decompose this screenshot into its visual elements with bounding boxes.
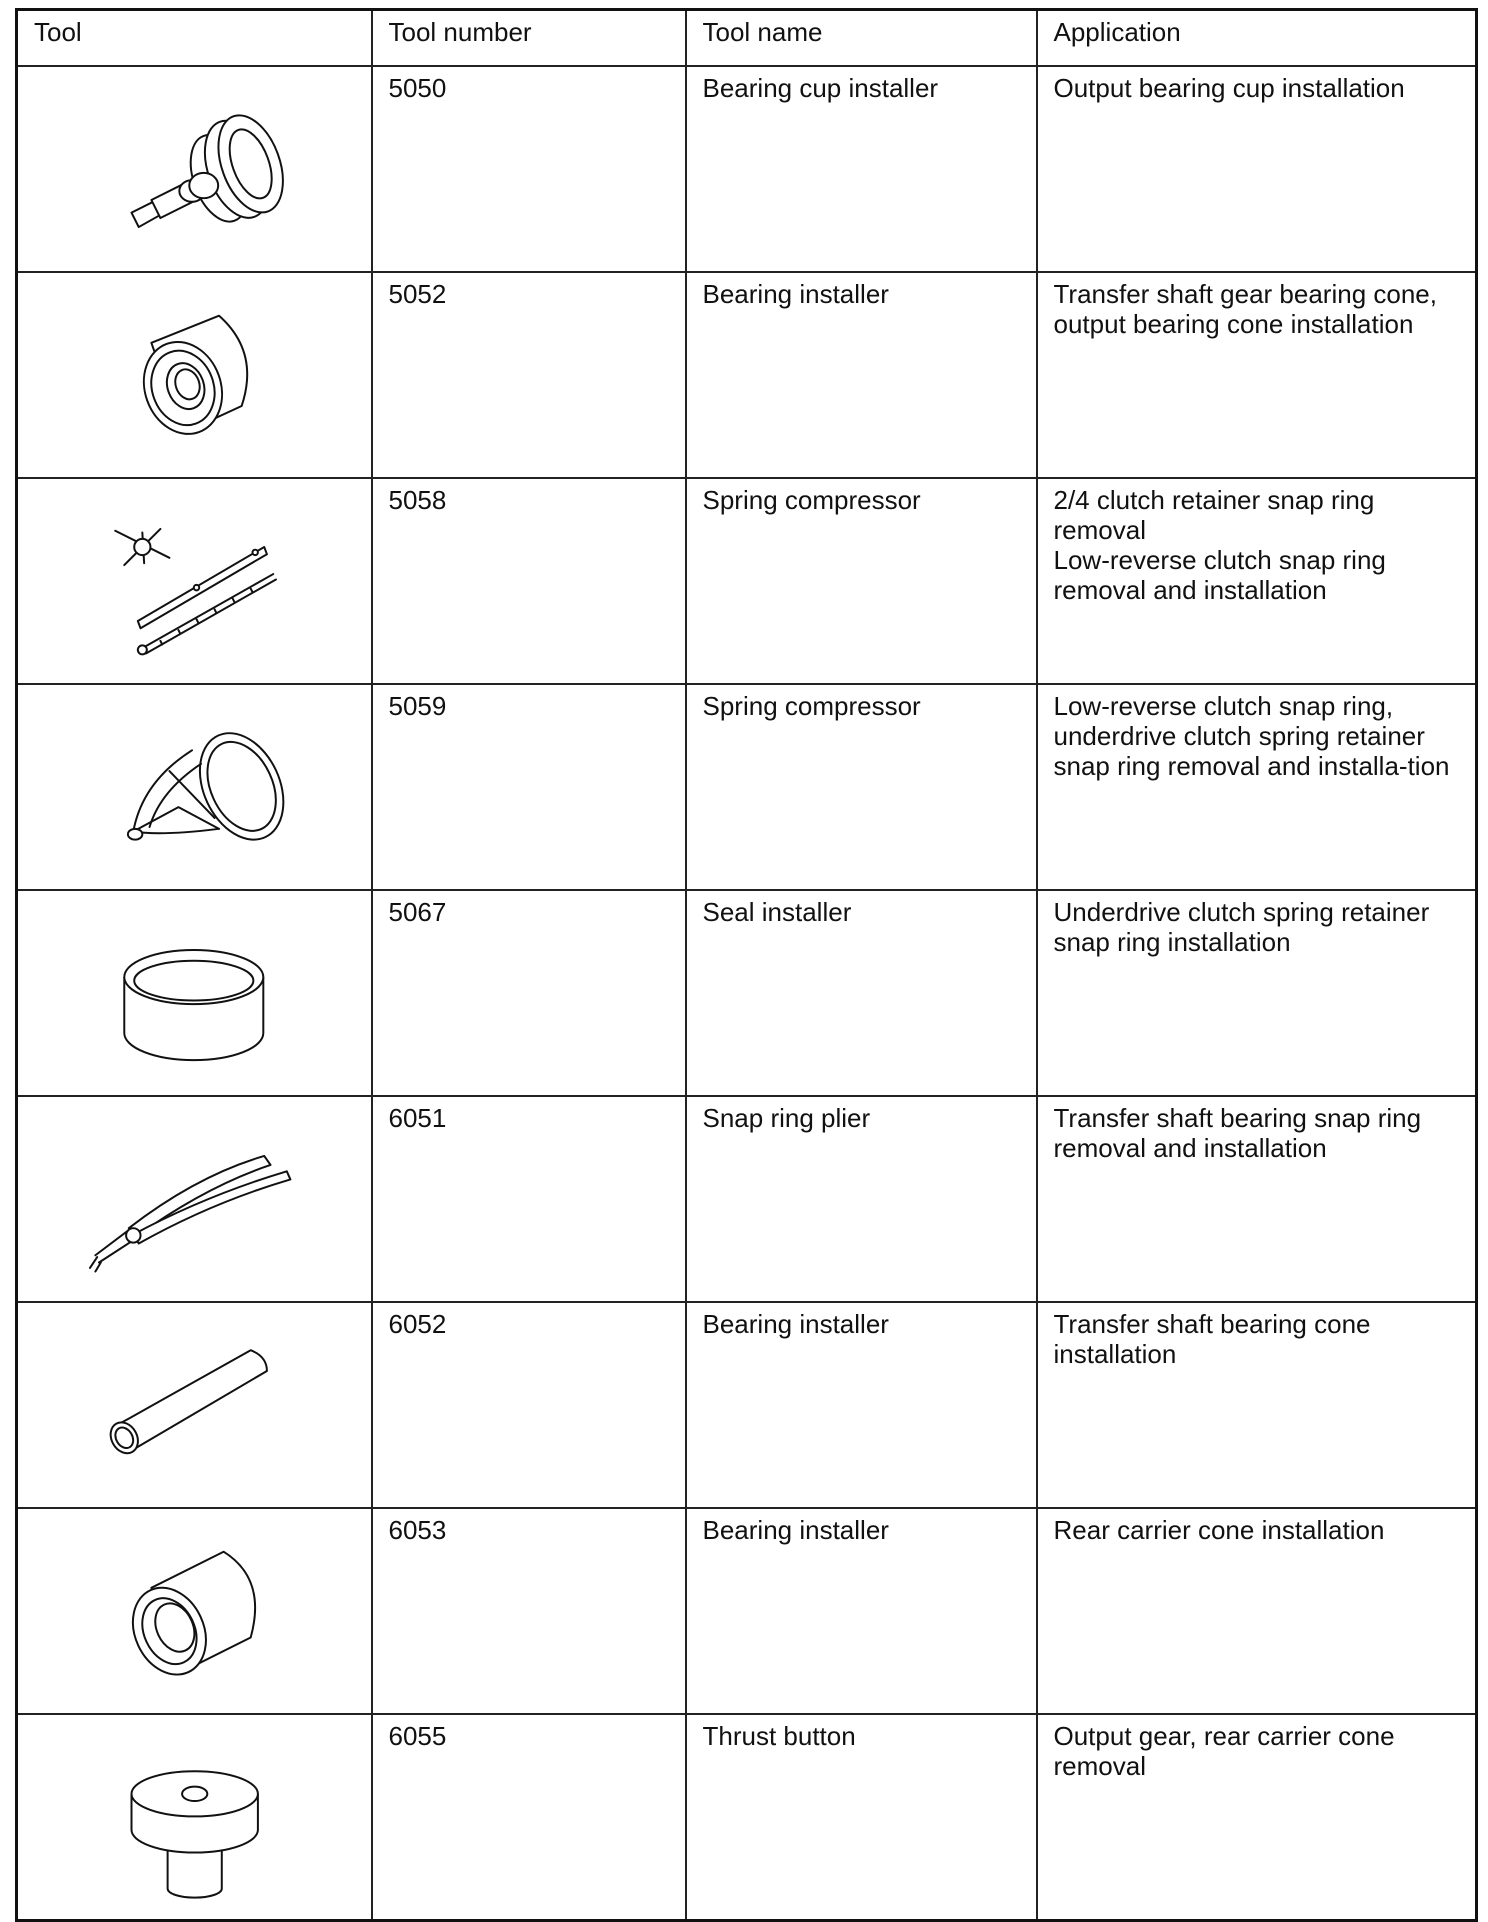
tool-number: 6055	[372, 1714, 686, 1921]
tool-number: 5050	[372, 66, 686, 272]
spring-compressor-bar-icon	[34, 485, 355, 683]
tool-image-cell	[17, 890, 372, 1096]
table-header-row	[17, 10, 1477, 66]
tool-name: Bearing installer	[686, 272, 1037, 478]
tool-name: Bearing cup installer	[686, 66, 1037, 272]
tool-image-cell	[17, 1302, 372, 1508]
tool-image-cell	[17, 272, 372, 478]
tool-name: Spring compressor	[686, 684, 1037, 890]
tool-name: Thrust button	[686, 1714, 1037, 1921]
tool-image-cell	[17, 684, 372, 890]
tool-number: 5059	[372, 684, 686, 890]
tool-application: Transfer shaft bearing cone installation	[1037, 1302, 1477, 1508]
header-tool: Tool	[17, 10, 372, 66]
tool-image-cell	[17, 1714, 372, 1921]
table-row	[17, 272, 1477, 478]
tool-application: Rear carrier cone installation	[1037, 1508, 1477, 1714]
table-row	[17, 478, 1477, 684]
table-row	[17, 1302, 1477, 1508]
tool-name: Snap ring plier	[686, 1096, 1037, 1302]
tube-bearing-installer-icon	[34, 1309, 355, 1507]
tool-application: Underdrive clutch spring retainer snap ring installation	[1037, 890, 1477, 1096]
bearing-installer-icon	[34, 279, 355, 477]
table-row	[17, 1508, 1477, 1714]
tool-image-cell	[17, 1096, 372, 1302]
tool-number: 5058	[372, 478, 686, 684]
thrust-button-icon	[34, 1721, 355, 1919]
tool-image-cell	[17, 66, 372, 272]
tool-number: 5052	[372, 272, 686, 478]
cylinder-bearing-installer-icon	[34, 1515, 355, 1713]
tool-number: 5067	[372, 890, 686, 1096]
special-tools-table	[15, 8, 1478, 1922]
spring-compressor-cage-icon	[34, 691, 355, 889]
tool-image-cell	[17, 1508, 372, 1714]
tool-name: Seal installer	[686, 890, 1037, 1096]
tool-number: 6051	[372, 1096, 686, 1302]
table-row	[17, 1096, 1477, 1302]
seal-installer-icon	[34, 897, 355, 1095]
tool-application: Transfer shaft bearing snap ring removal and installation	[1037, 1096, 1477, 1302]
table-row	[17, 1714, 1477, 1921]
tool-application: Transfer shaft gear bearing cone, output bearing cone installation	[1037, 272, 1477, 478]
tool-number: 6053	[372, 1508, 686, 1714]
bearing-cup-installer-icon	[34, 73, 355, 271]
header-tool-name: Tool name	[686, 10, 1037, 66]
tool-name: Bearing installer	[686, 1302, 1037, 1508]
tool-application: 2/4 clutch retainer snap ring removal Low-reverse clutch snap ring removal and installation	[1037, 478, 1477, 684]
tool-name: Spring compressor	[686, 478, 1037, 684]
header-application: Application	[1037, 10, 1477, 66]
tool-application: Low-reverse clutch snap ring, underdrive clutch spring retainer snap ring removal and installa-tion	[1037, 684, 1477, 890]
table-row	[17, 684, 1477, 890]
tool-number: 6052	[372, 1302, 686, 1508]
table-row	[17, 66, 1477, 272]
header-tool-number: Tool number	[372, 10, 686, 66]
table-row	[17, 890, 1477, 1096]
tool-application: Output bearing cup installation	[1037, 66, 1477, 272]
tool-name: Bearing installer	[686, 1508, 1037, 1714]
tool-application: Output gear, rear carrier cone removal	[1037, 1714, 1477, 1921]
tool-image-cell	[17, 478, 372, 684]
snap-ring-plier-icon	[34, 1103, 355, 1301]
